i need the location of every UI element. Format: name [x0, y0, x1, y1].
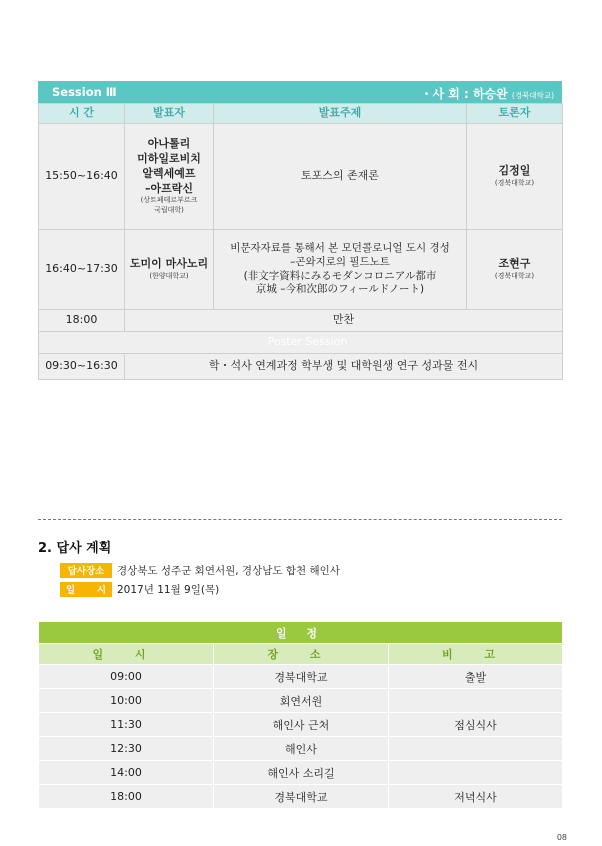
schedule-note — [389, 761, 563, 785]
schedule-time: 10:00 — [39, 689, 214, 713]
place-tag: 답사장소 — [60, 563, 112, 578]
header-note: 비 고 — [389, 644, 563, 665]
header-presenter: 발표자 — [125, 104, 214, 124]
date-row — [60, 581, 219, 597]
poster-title: Poster Session — [39, 332, 563, 354]
row-topic — [214, 230, 467, 310]
chair-affiliation: (경북대학교) — [511, 91, 554, 100]
page-number: 08 — [556, 833, 567, 842]
schedule-row — [39, 785, 563, 809]
row-time: 15:50~16:40 — [39, 124, 125, 230]
place-value: 경상북도 성주군 회연서원, 경상남도 합천 해인사 — [117, 564, 340, 577]
row-discussant — [467, 124, 563, 230]
schedule-time: 18:00 — [39, 785, 214, 809]
presenter-affiliation: (한양대학교) — [149, 272, 189, 281]
presenter-affiliation: (상트페테르부르크 — [140, 196, 198, 205]
dinner-row — [39, 310, 563, 332]
schedule-place: 경북대학교 — [214, 665, 389, 689]
schedule-title: 일 정 — [39, 622, 563, 644]
schedule-place: 경북대학교 — [214, 785, 389, 809]
schedule-row — [39, 761, 563, 785]
row-presenter — [125, 124, 214, 230]
schedule-row — [39, 737, 563, 761]
session-title: Session Ⅲ — [52, 85, 117, 99]
session-column-headers — [39, 104, 563, 124]
topic-line: 京城 –今和次郎のフィールドノート) — [255, 283, 425, 296]
dinner-label: 만찬 — [125, 310, 563, 332]
header-discussant: 토론자 — [467, 104, 563, 124]
chair-name: ・사 회 : 하승완 — [420, 87, 508, 101]
schedule-row — [39, 713, 563, 737]
dashed-divider — [38, 519, 562, 520]
poster-header-row — [39, 332, 563, 354]
discussant-affiliation: (경북대학교) — [494, 272, 535, 281]
discussant-name: 조현구 — [498, 257, 531, 271]
presenter-line: 미하일로비치 — [137, 151, 201, 165]
presenter-line: 아나톨리 — [147, 137, 191, 151]
topic-line: 비문자자료를 통해서 본 모던콜로니얼 도시 경성 — [230, 242, 450, 255]
row-topic: 토포스의 존재론 — [214, 124, 467, 230]
schedule-note: 점심식사 — [389, 713, 563, 737]
date-tag-char: 시 — [96, 585, 106, 596]
row-time: 16:40~17:30 — [39, 230, 125, 310]
schedule-time: 11:30 — [39, 713, 214, 737]
schedule-table — [38, 621, 562, 809]
schedule-time: 09:00 — [39, 665, 214, 689]
session-chair — [420, 85, 554, 102]
schedule-place: 해인사 근처 — [214, 713, 389, 737]
date-value: 2017년 11월 9일(목) — [117, 583, 220, 596]
place-row — [60, 562, 340, 578]
header-place: 장 소 — [214, 644, 389, 665]
presenter-line: 알렉세예프 — [142, 166, 196, 180]
schedule-place: 해인사 소리길 — [214, 761, 389, 785]
schedule-title-row — [39, 622, 563, 644]
discussant-name: 김정일 — [498, 164, 531, 178]
poster-time: 09:30~16:30 — [39, 354, 125, 380]
presenter-name: 도미이 마사노리 — [129, 257, 209, 271]
session-row — [39, 230, 563, 310]
schedule-row — [39, 689, 563, 713]
header-datetime: 일 시 — [39, 644, 214, 665]
header-topic: 발표주제 — [214, 104, 467, 124]
row-discussant — [467, 230, 563, 310]
session-table — [38, 81, 562, 380]
date-tag-char: 일 — [66, 585, 76, 596]
session-header — [38, 81, 562, 103]
schedule-note — [389, 689, 563, 713]
schedule-note: 저녁식사 — [389, 785, 563, 809]
section-title: 2. 답사 계획 — [38, 541, 112, 556]
presenter-affiliation: 국립대학) — [154, 206, 184, 215]
schedule-time: 12:30 — [39, 737, 214, 761]
presenter-name — [125, 137, 213, 196]
schedule-place: 회연서원 — [214, 689, 389, 713]
header-time: 시 간 — [39, 104, 125, 124]
date-tag — [60, 582, 112, 597]
schedule-row — [39, 665, 563, 689]
poster-desc: 학・석사 연계과정 학부생 및 대학원생 연구 성과물 전시 — [125, 354, 563, 380]
schedule-column-headers — [39, 644, 563, 665]
topic-line: (非文字資料にみるモダンコロニアル都市 — [243, 269, 437, 282]
dinner-time: 18:00 — [39, 310, 125, 332]
schedule-note — [389, 737, 563, 761]
schedule-note: 출발 — [389, 665, 563, 689]
session-row — [39, 124, 563, 230]
schedule-time: 14:00 — [39, 761, 214, 785]
discussant-affiliation: (경북대학교) — [494, 179, 535, 188]
row-presenter — [125, 230, 214, 310]
presenter-line: –아프락신 — [144, 181, 193, 195]
poster-row — [39, 354, 563, 380]
schedule-place: 해인사 — [214, 737, 389, 761]
topic-line: –곤와지로의 필드노트 — [290, 255, 390, 268]
